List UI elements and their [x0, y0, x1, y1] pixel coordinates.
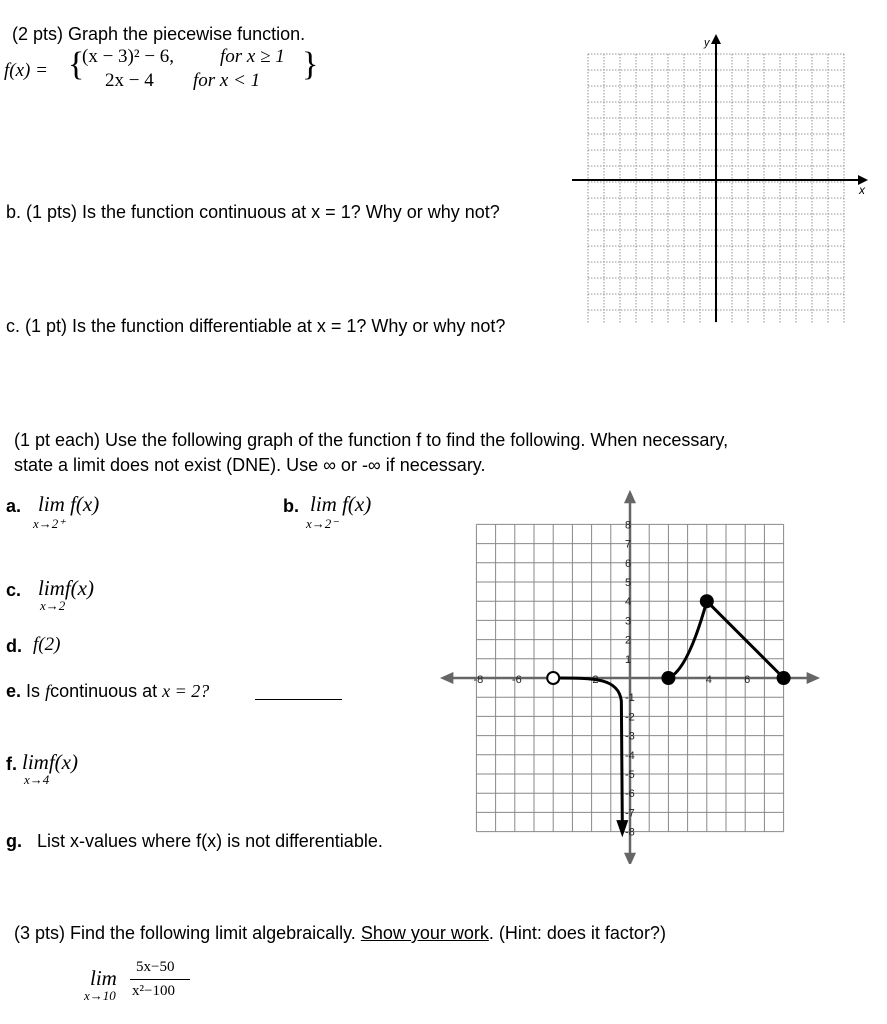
g-text: List x-values where f(x) is not differentiable. [37, 831, 383, 851]
y-tick-label: -2 [625, 711, 635, 724]
intro-line1-text: (1 pt each) Use the following graph of the function f to find the following. When necessary, [14, 430, 729, 450]
y-tick-label: 7 [625, 538, 632, 551]
fraction-numerator: 5x−50 [136, 959, 175, 975]
question-g [6, 831, 383, 852]
x-axis-left-arrow-icon [440, 672, 453, 684]
label-f: f. [6, 754, 17, 774]
left-brace: { [68, 46, 85, 83]
x-tick-label: 6 [744, 674, 751, 686]
y-axis-label: y [704, 37, 710, 49]
question-e [6, 681, 209, 702]
part3-prefix: (3 pts) Find the following limit algebraically. [14, 923, 361, 943]
limit-b-subscript: x→2⁻ [306, 516, 339, 531]
case2-condition: for x < 1 [193, 70, 261, 91]
y-tick-label: 2 [625, 634, 632, 647]
e-f-symbol: f [45, 681, 51, 701]
y-tick-label: 4 [625, 596, 632, 609]
closed-point [777, 671, 791, 685]
limit-f-subscript: x→4 [24, 772, 50, 787]
show-work-text: Show your work [360, 923, 489, 943]
y-tick-label: -3 [625, 730, 635, 743]
y-tick-label: -6 [625, 788, 635, 801]
y-tick-label: 3 [625, 615, 632, 628]
y-tick-label: -7 [625, 807, 635, 820]
label-a: a. [6, 496, 22, 516]
y-tick-label: -1 [625, 692, 635, 705]
y-tick-label: 5 [625, 577, 632, 589]
fraction-denominator: x²−100 [132, 983, 175, 999]
question-b-continuity: b. (1 pts) Is the function continuous at x = 1? Why or why not? [6, 202, 500, 222]
closed-point [661, 671, 675, 685]
limit-3-lim: lim [90, 966, 117, 990]
limit-b-expression: lim f(x) [310, 492, 372, 516]
part3-prompt [14, 923, 666, 944]
limit-a-expression: lim f(x) [38, 492, 100, 516]
limit-3-subscript: x→10 [84, 988, 116, 1003]
value-f2: f(2) [33, 634, 61, 655]
x-tick-label: -8 [473, 674, 484, 686]
limit-a-subscript: x→2⁺ [33, 516, 66, 531]
case2-expression: 2x − 4 [105, 70, 154, 91]
limit-c-expression: limf(x) [38, 576, 94, 600]
y-tick-label: -4 [625, 749, 635, 762]
e-expression: x = 2? [162, 681, 210, 701]
case1-condition: for x ≥ 1 [220, 46, 285, 67]
series-left-branch [553, 678, 622, 824]
y-axis-arrow-icon [711, 34, 721, 44]
x-tick-label: 4 [705, 674, 712, 686]
y-tick-label: 8 [625, 519, 632, 532]
closed-point [700, 594, 714, 608]
right-brace: } [302, 46, 319, 83]
piecewise-fx-label [4, 60, 48, 82]
fx-label: f(x) = [4, 60, 48, 81]
e-text-pre: Is [26, 681, 41, 701]
e-text-mid: continuous at [50, 681, 158, 701]
fraction-bar [130, 979, 190, 980]
case1-expression: (x − 3)² − 6, [82, 46, 175, 67]
x-axis-right-arrow-icon [807, 672, 820, 684]
y-axis-down-arrow-icon [624, 853, 636, 864]
limit-c-subscript: x→2 [40, 598, 66, 613]
limit-f-expression: limf(x) [22, 750, 78, 774]
x-tick-label: -2 [588, 674, 599, 686]
part1-title: (2 pts) Graph the piecewise function. [12, 24, 306, 44]
label-d: d. [6, 636, 22, 656]
label-e: e. [6, 681, 22, 701]
part3-suffix: . (Hint: does it factor?) [488, 923, 666, 943]
x-tick-label: -6 [511, 674, 522, 686]
x-axis-label: x [859, 183, 865, 197]
label-c: c. [6, 580, 22, 600]
blank-coordinate-grid[interactable] [568, 32, 878, 324]
label-b: b. [283, 496, 299, 516]
open-point [547, 672, 559, 684]
y-tick-label: -8 [625, 826, 635, 839]
label-g: g. [6, 831, 22, 851]
part2-intro-line2: state a limit does not exist (DNE). Use ∞ or -∞ if necessary. [14, 455, 486, 475]
y-tick-label: 1 [625, 653, 632, 666]
y-tick-label: 6 [625, 557, 632, 570]
y-tick-label: -5 [625, 769, 635, 781]
part2-intro-line1 [14, 430, 728, 451]
question-c-differentiability: c. (1 pt) Is the function differentiable at x = 1? Why or why not? [6, 316, 506, 336]
function-graph [440, 490, 830, 864]
y-axis-up-arrow-icon [624, 490, 636, 503]
answer-blank-e[interactable] [255, 699, 342, 700]
